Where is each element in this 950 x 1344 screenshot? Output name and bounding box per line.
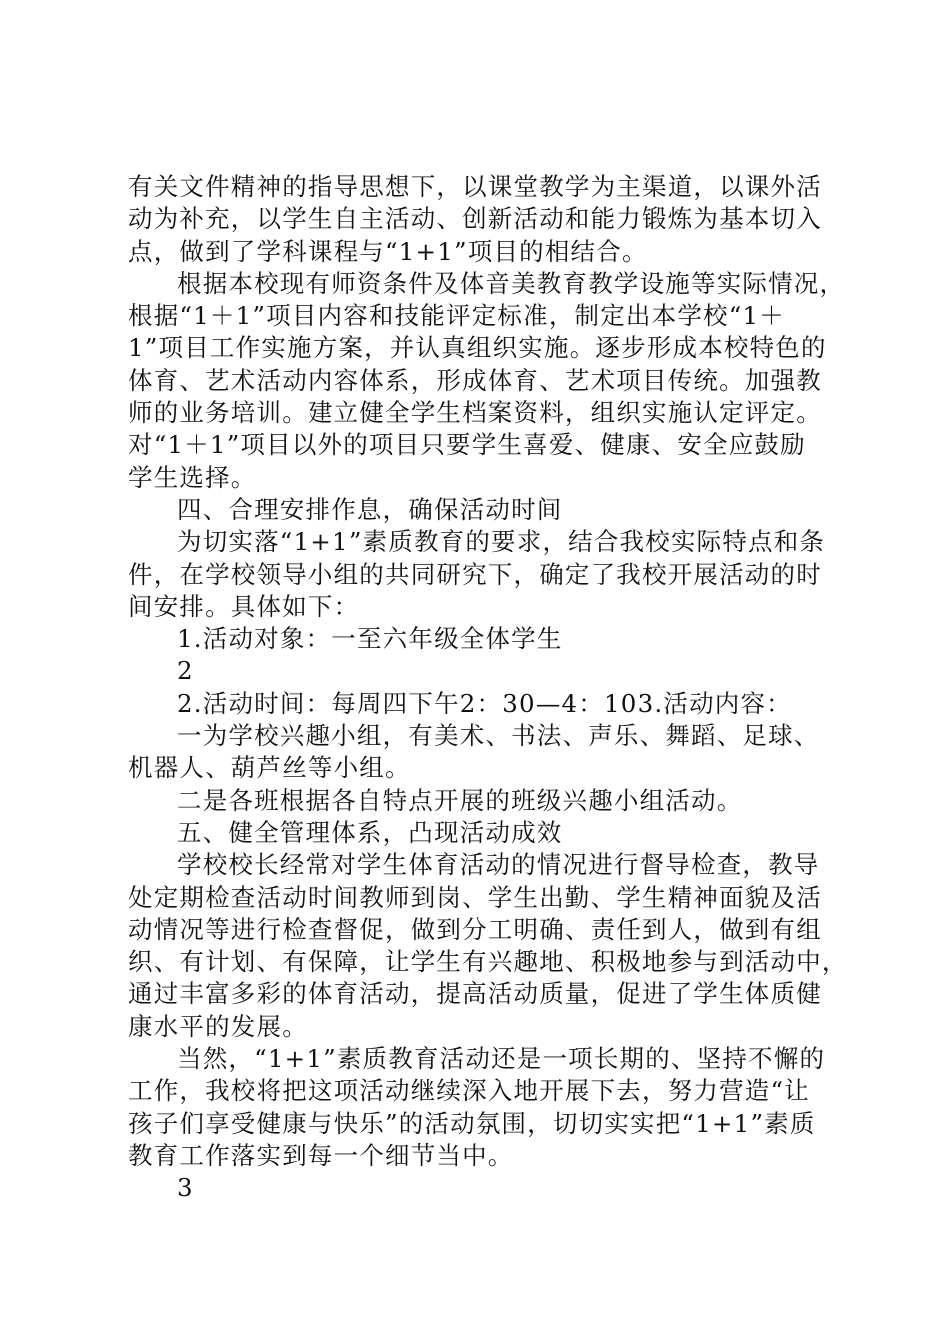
text-line: 机器人、葫芦丝等小组。 xyxy=(128,753,411,783)
section-heading xyxy=(128,817,833,849)
paragraph xyxy=(128,1043,833,1172)
paragraph xyxy=(128,268,846,494)
text-line: 间安排。具体如下： xyxy=(128,591,360,621)
text-line: 二是各班根据各自特点开展的班级兴趣小组活动。 xyxy=(177,785,743,815)
text-line: 2.活动时间：每周四下午2：30—4：103.活动内容： xyxy=(177,688,792,718)
text-line: 根据“1＋1”项目内容和技能评定标准，制定出本学校“1＋ xyxy=(128,301,785,331)
text-line: 为切实落“1+1”素质教育的要求，结合我校实际特点和条 xyxy=(177,527,826,557)
text-line: 学生选择。 xyxy=(128,462,257,492)
text-line: 一为学校兴趣小组，有美术、书法、声乐、舞蹈、足球、 xyxy=(177,721,820,751)
text-line: 工作，我校将把这项活动继续深入地开展下去，努力营造“让 xyxy=(128,1076,810,1106)
paragraph xyxy=(128,849,848,1043)
text-line: 对“1＋1”项目以外的项目只要学生喜爱、健康、安全应鼓励 xyxy=(128,430,806,460)
list-item xyxy=(128,623,833,655)
paragraph xyxy=(128,526,833,623)
text-line: 1”项目工作实施方案，并认真组织实施。逐步形成本校特色的 xyxy=(128,333,827,363)
paragraph xyxy=(128,720,833,785)
page-number xyxy=(128,655,833,687)
text-line: 教育工作落实到每一个细节当中。 xyxy=(128,1140,514,1170)
text-line: 动为补充，以学生自主活动、创新活动和能力锻炼为基本切入 xyxy=(128,204,822,234)
text-line: 2 xyxy=(177,656,194,686)
text-line: 件，在学校领导小组的共同研究下，确定了我校开展活动的时 xyxy=(128,559,822,589)
text-line: 五、健全管理体系，凸现活动成效 xyxy=(177,817,563,847)
text-line: 根据本校现有师资条件及体音美教育教学设施等实际情况， xyxy=(177,268,846,298)
text-line: 1.活动对象：一至六年级全体学生 xyxy=(177,624,563,654)
text-line: 体育、艺术活动内容体系，形成体育、艺术项目传统。加强教 xyxy=(128,365,822,395)
text-line: 当然，“1+1”素质教育活动还是一项长期的、坚持不懈的 xyxy=(177,1044,826,1074)
list-item xyxy=(128,688,833,720)
document-body xyxy=(128,171,848,1205)
text-line: 有关文件精神的指导思想下，以课堂教学为主渠道，以课外活 xyxy=(128,172,822,201)
text-line: 3 xyxy=(177,1173,194,1203)
text-line: 四、合理安排作息，确保活动时间 xyxy=(177,494,563,524)
text-line: 处定期检查活动时间教师到岗、学生出勤、学生精神面貌及活 xyxy=(128,882,822,912)
text-line: 动情况等进行检查督促，做到分工明确、责任到人，做到有组 xyxy=(128,914,822,944)
section-heading xyxy=(128,494,833,526)
text-line: 织、有计划、有保障，让学生有兴趣地、积极地参与到活动中， xyxy=(128,947,848,977)
text-line: 点，做到了学科课程与“1+1”项目的相结合。 xyxy=(128,236,648,266)
paragraph xyxy=(128,171,833,268)
text-line: 师的业务培训。建立健全学生档案资料，组织实施认定评定。 xyxy=(128,398,822,428)
text-line: 学校校长经常对学生体育活动的情况进行督导检查，教导 xyxy=(177,850,820,880)
text-line: 孩子们享受健康与快乐”的活动氛围，切切实实把“1+1”素质 xyxy=(128,1108,816,1138)
page-number xyxy=(128,1172,833,1204)
paragraph xyxy=(128,785,833,817)
text-line: 康水平的发展。 xyxy=(128,1011,308,1041)
text-line: 通过丰富多彩的体育活动，提高活动质量，促进了学生体质健 xyxy=(128,979,822,1009)
